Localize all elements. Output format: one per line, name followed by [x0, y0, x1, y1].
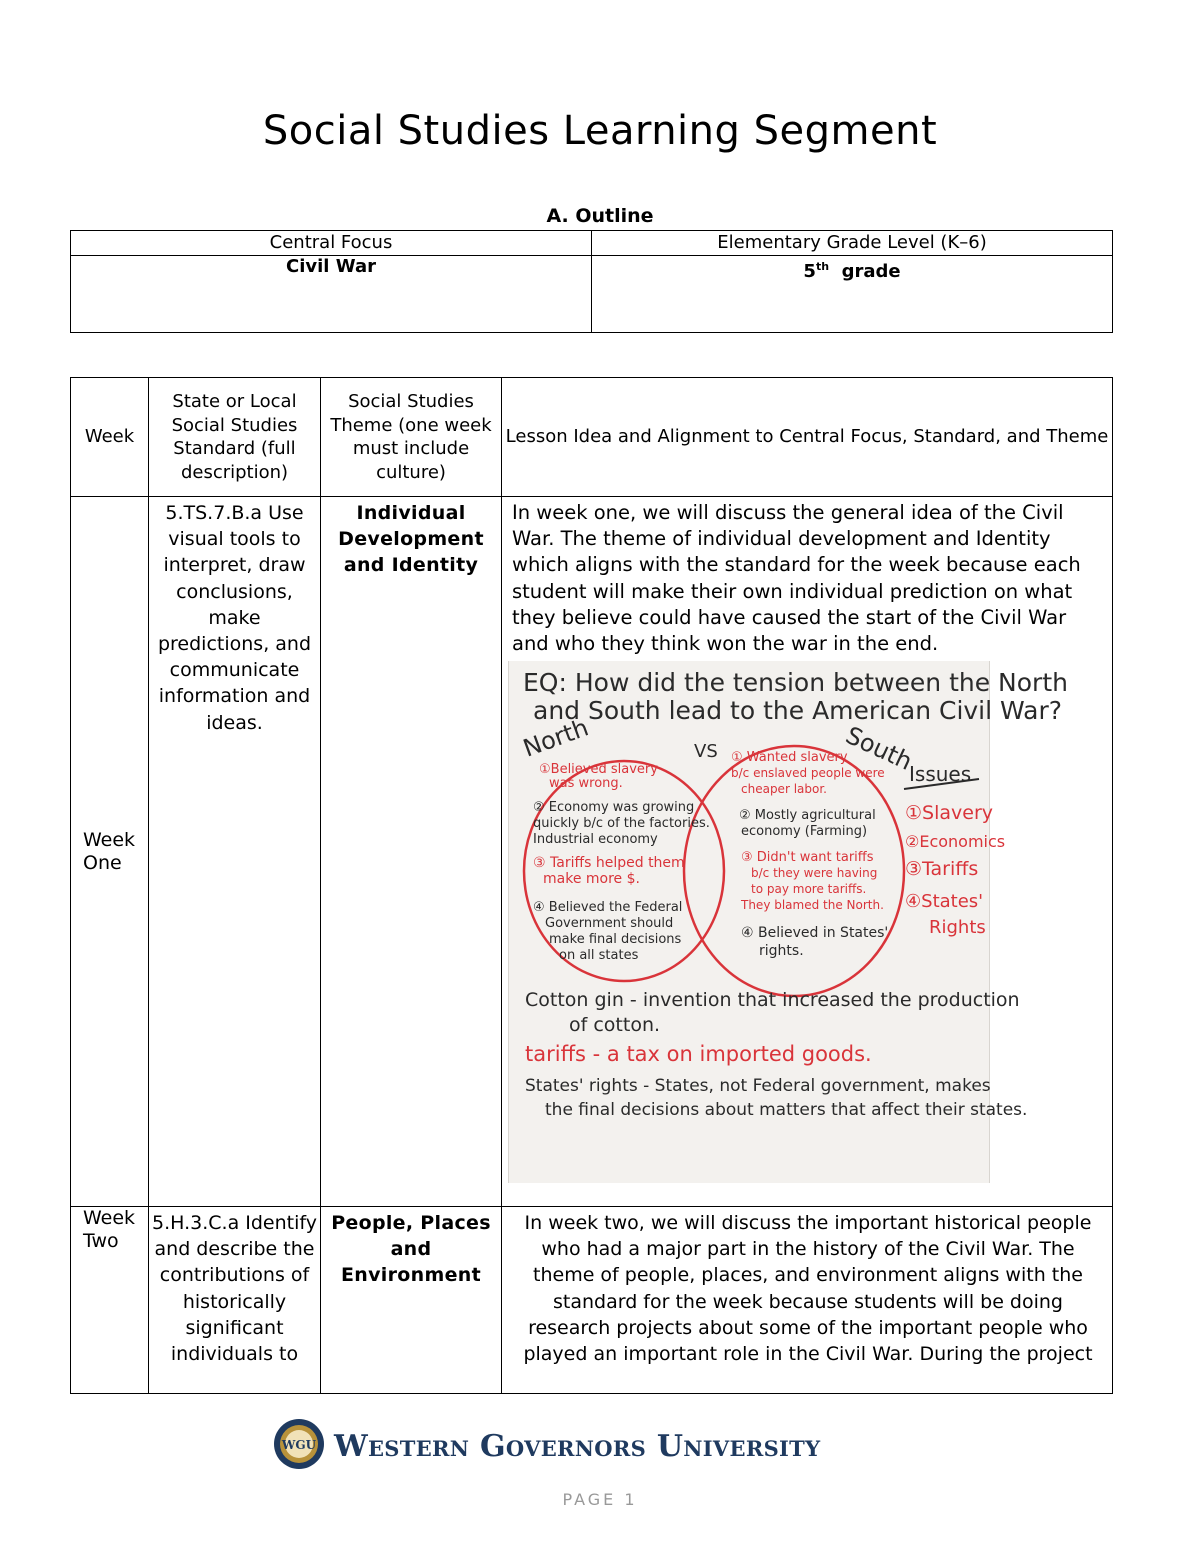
outline-table — [70, 230, 1113, 333]
north-item-1b: was wrong. — [549, 776, 623, 792]
grade-suffix: th — [815, 260, 830, 273]
grade-level-header: Elementary Grade Level (K–6) — [592, 231, 1113, 256]
week-one-standard: 5.TS.7.B.a Use visual tools to interpret, draw conclusions, make predictions, and communicate information and ideas. — [149, 497, 321, 1207]
south-item-3d: They blamed the North. — [741, 898, 884, 913]
north-item-2b: quickly b/c of the factories. — [533, 816, 710, 832]
south-item-1c: cheaper labor. — [741, 782, 827, 797]
central-focus-header: Central Focus — [71, 231, 592, 256]
issue-4: ④States' — [905, 891, 984, 913]
south-item-3: ③ Didn't want tariffs — [741, 850, 874, 866]
north-label: North — [519, 713, 593, 763]
north-item-4: ④ Believed the Federal — [533, 900, 683, 916]
north-item-3: ③ Tariffs helped them — [533, 855, 685, 872]
issue-2: ②Economics — [905, 832, 1006, 852]
week-one-lesson: In week one, we will discuss the general idea of the Civil War. The theme of individual development and Identity which aligns with the standard for the week because each student will make their own individual prediction on what they believe could have caused the start of the Civil War and who they think won the war in the end. — [512, 501, 1081, 656]
grade-number: 5 — [803, 261, 816, 282]
anchor-chart-photo — [508, 661, 1068, 1183]
north-item-4c: make final decisions — [549, 932, 682, 948]
south-item-4: ④ Believed in States' — [741, 925, 889, 942]
north-item-1: ①Believed slavery — [539, 762, 658, 778]
issues-label: Issues — [909, 762, 972, 787]
week-two-standard: 5.H.3.C.a Identify and describe the contributions of historically significant individuals to — [149, 1207, 321, 1394]
outline-heading: A. Outline — [546, 205, 654, 227]
south-item-3b: b/c they were having — [751, 866, 878, 881]
page-title: Social Studies Learning Segment — [262, 108, 938, 154]
issue-1: ①Slavery — [905, 802, 994, 825]
segment-table — [70, 377, 1113, 1394]
chart-question-line1: EQ: How did the tension between the North — [523, 668, 1068, 698]
north-item-2: ② Economy was growing — [533, 800, 695, 816]
week-one-lesson-cell — [502, 497, 1113, 1207]
south-item-3c: to pay more tariffs. — [751, 882, 867, 897]
north-item-2c: Industrial economy — [533, 832, 658, 848]
south-item-4b: rights. — [759, 943, 804, 960]
seal-text: WGU — [281, 1438, 317, 1452]
university-logo — [272, 1417, 892, 1473]
definition-cotton-gin-b: of cotton. — [569, 1014, 661, 1037]
week-header: Week — [71, 378, 149, 497]
week-two-lesson: In week two, we will discuss the important historical people who had a major part in the history of the Civil War. The theme of people, places, and environment aligns with the standard for the week because students will be doing research projects about some of the important people who played an important role in the Civil War. During the project — [502, 1207, 1113, 1394]
south-label: South — [841, 721, 917, 777]
theme-header: Social Studies Theme (one week must include culture) — [321, 378, 502, 497]
south-item-1b: b/c enslaved people were — [731, 766, 885, 781]
lesson-header: Lesson Idea and Alignment to Central Focus, Standard, and Theme — [502, 378, 1113, 497]
north-item-4b: Government should — [545, 916, 674, 932]
south-item-2b: economy (Farming) — [741, 824, 868, 840]
chart-question-line2: and South lead to the American Civil War? — [533, 696, 1063, 726]
definition-cotton-gin: Cotton gin - invention that increased the production — [525, 989, 1020, 1012]
vs-label: VS — [694, 741, 718, 763]
definition-tariffs: tariffs - a tax on imported goods. — [525, 1042, 872, 1067]
central-focus-value: Civil War — [71, 256, 592, 333]
standard-header: State or Local Social Studies Standard (full description) — [149, 378, 321, 497]
page-number: PAGE 1 — [562, 1490, 638, 1509]
issue-4b: Rights — [929, 917, 986, 939]
south-item-2: ② Mostly agricultural — [739, 808, 876, 824]
university-name: Western Governors University — [334, 1429, 821, 1464]
definition-states-rights-b: the final decisions about matters that affect their states. — [545, 1100, 1028, 1121]
week-two-label: Week Two — [71, 1207, 149, 1394]
definition-states-rights: States' rights - States, not Federal government, makes — [525, 1076, 991, 1097]
issue-3: ③Tariffs — [905, 858, 979, 881]
grade-word: grade — [841, 261, 901, 282]
north-item-4d: on all states — [559, 948, 639, 964]
week-one-theme: Individual Development and Identity — [321, 497, 502, 1207]
north-item-3b: make more $. — [543, 871, 640, 888]
week-one-label: Week One — [71, 497, 149, 1207]
week-two-theme: People, Places and Environment — [321, 1207, 502, 1394]
grade-level-value — [592, 256, 1113, 333]
south-item-1: ① Wanted slavery — [731, 750, 848, 766]
